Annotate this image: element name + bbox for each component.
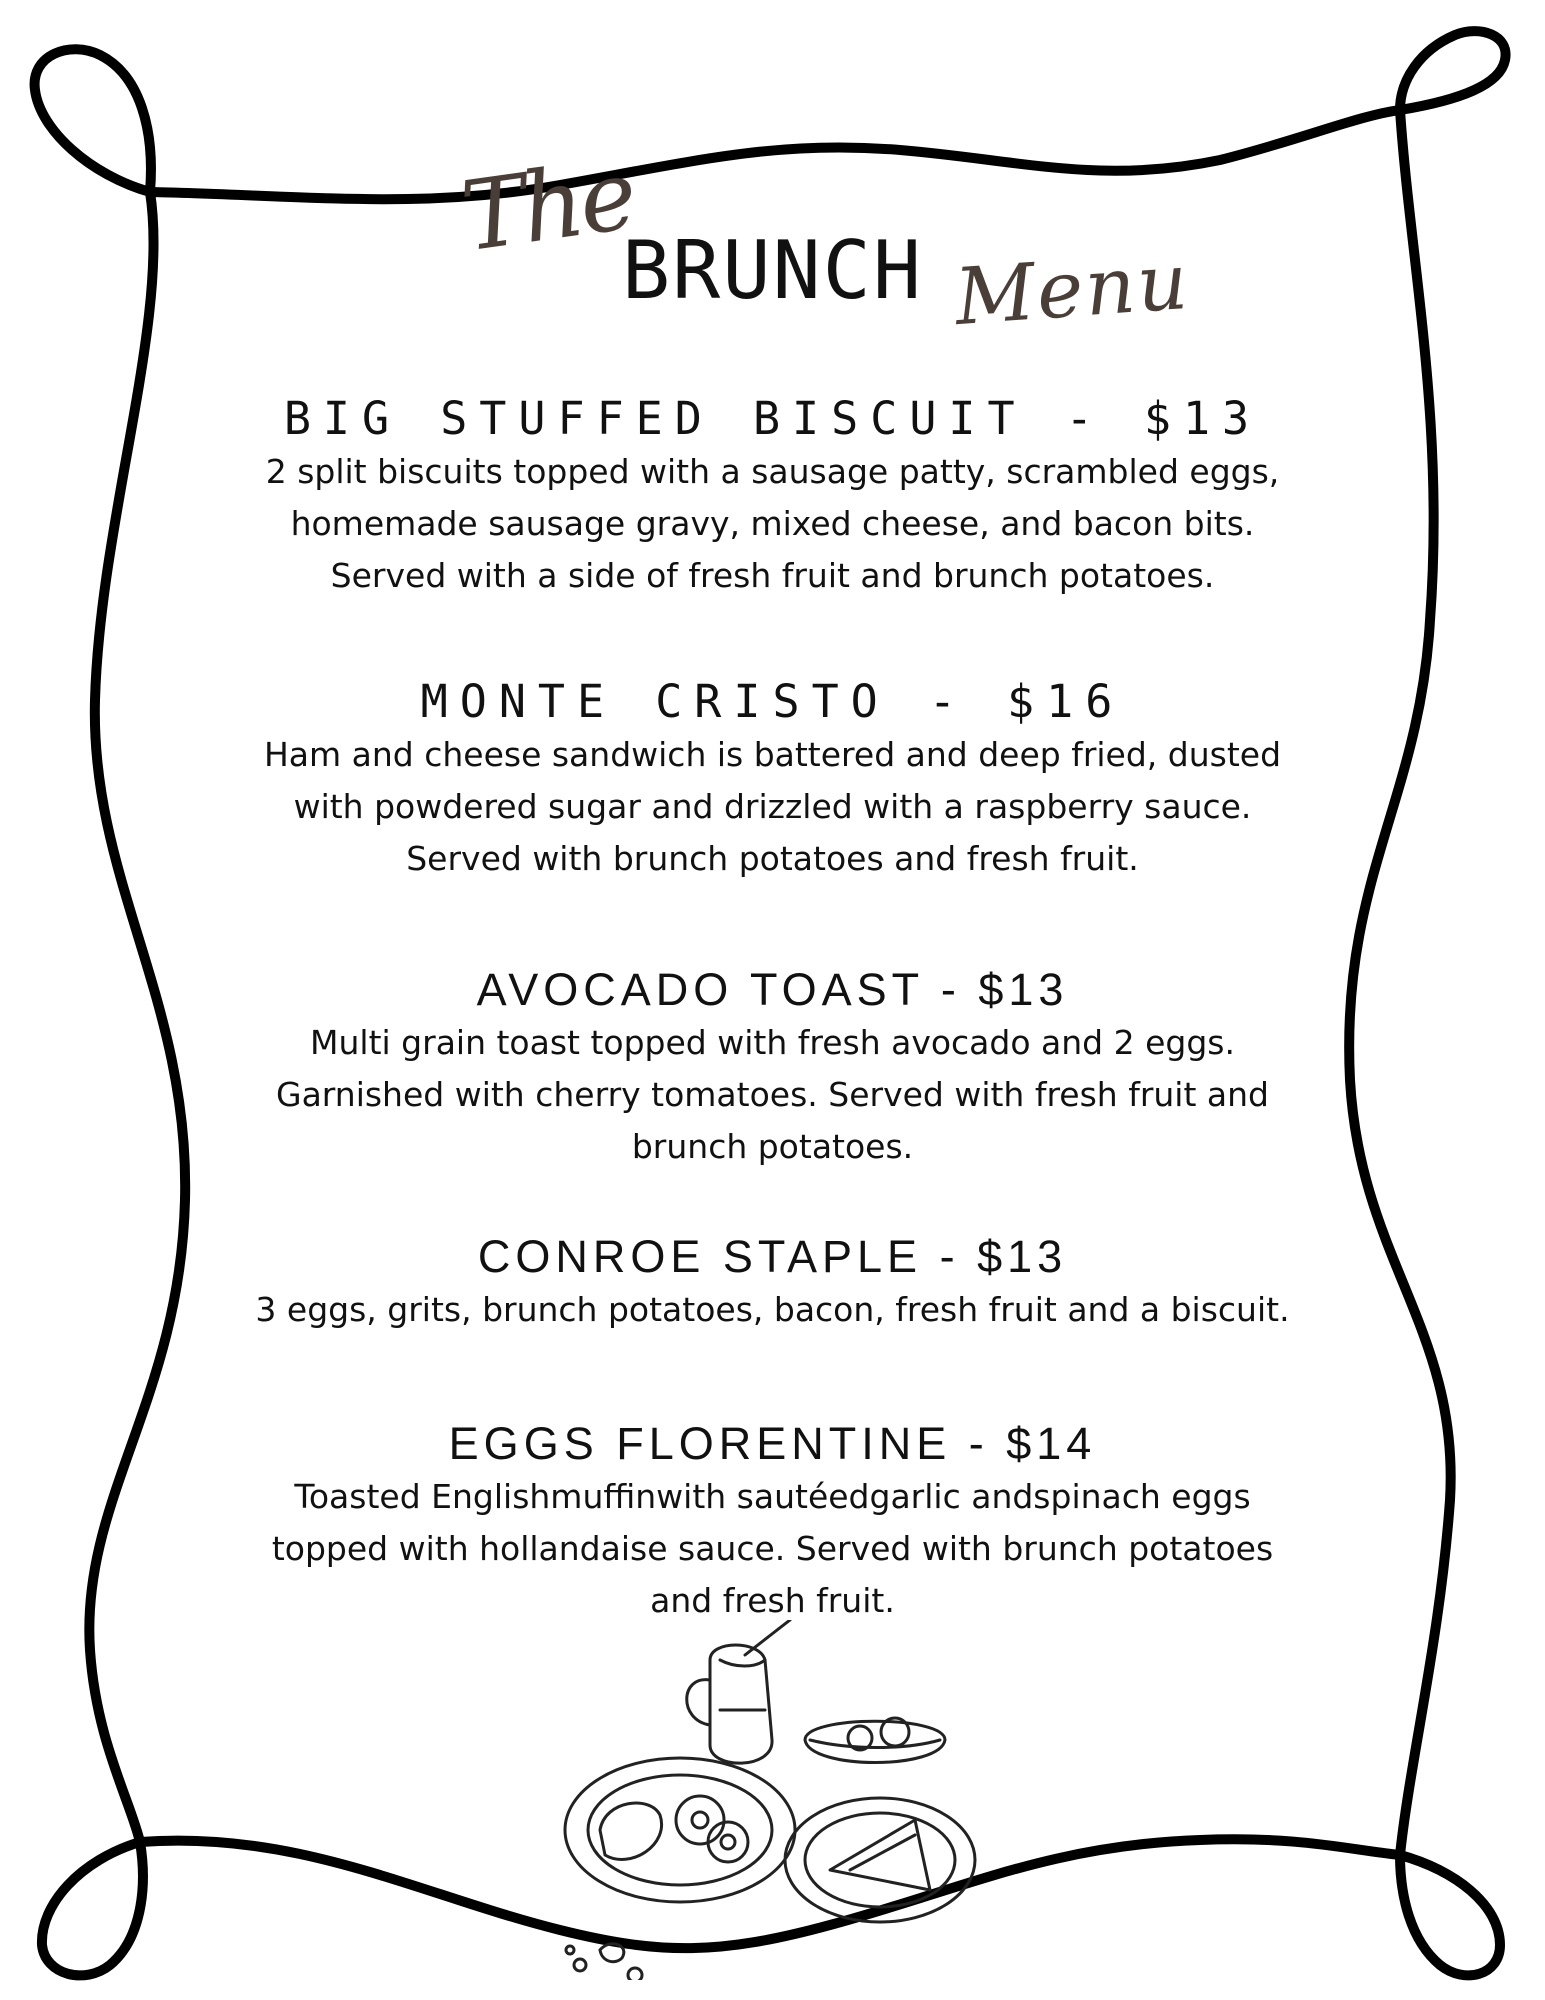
menu-item-name: MONTE CRISTO - $16 [420,675,1125,728]
menu-item-eggs-florentine [200,1417,1345,1627]
menu-item-avocado-toast [200,963,1345,1173]
brunch-table-illustration-icon [560,1620,1000,1980]
menu-item-description: 2 split biscuits topped with a sausage patty, scrambled eggs, homemade sausage gravy, mixed cheese, and bacon bits. Served with a side of fresh fruit and brunch potatoes. [265,452,1280,595]
menu-item-conroe-staple [200,1230,1345,1336]
menu-item-monte-cristo [200,675,1345,885]
menu-title: BRUNCH [622,224,923,317]
script-the-text: The [455,138,640,274]
menu-item-name: CONROE STAPLE - $13 [477,1231,1068,1282]
menu-item-name: AVOCADO TOAST - $13 [476,964,1069,1015]
script-menu-text: Menu [952,236,1193,344]
menu-item-big-stuffed-biscuit [200,392,1345,602]
menu-item-name: EGGS FLORENTINE - $14 [448,1418,1097,1469]
menu-item-description: Ham and cheese sandwich is battered and deep fried, dusted with powdered sugar and drizzled with a raspberry sauce. Served with brunch potatoes and fresh fruit. [263,735,1282,878]
menu-item-description: Multi grain toast topped with fresh avocado and 2 eggs. Garnished with cherry tomatoes. Served with fresh fruit and brunch potatoes. [276,1023,1269,1166]
menu-item-name: BIG STUFFED BISCUIT - $13 [283,392,1262,445]
menu-item-description: Toasted Englishmuffinwith sautéedgarlic andspinach eggs topped with hollandaise sauce. Served with brunch potatoes and fresh fruit. [271,1477,1274,1620]
menu-item-description: 3 eggs, grits, brunch potatoes, bacon, fresh fruit and a biscuit. [255,1290,1290,1329]
